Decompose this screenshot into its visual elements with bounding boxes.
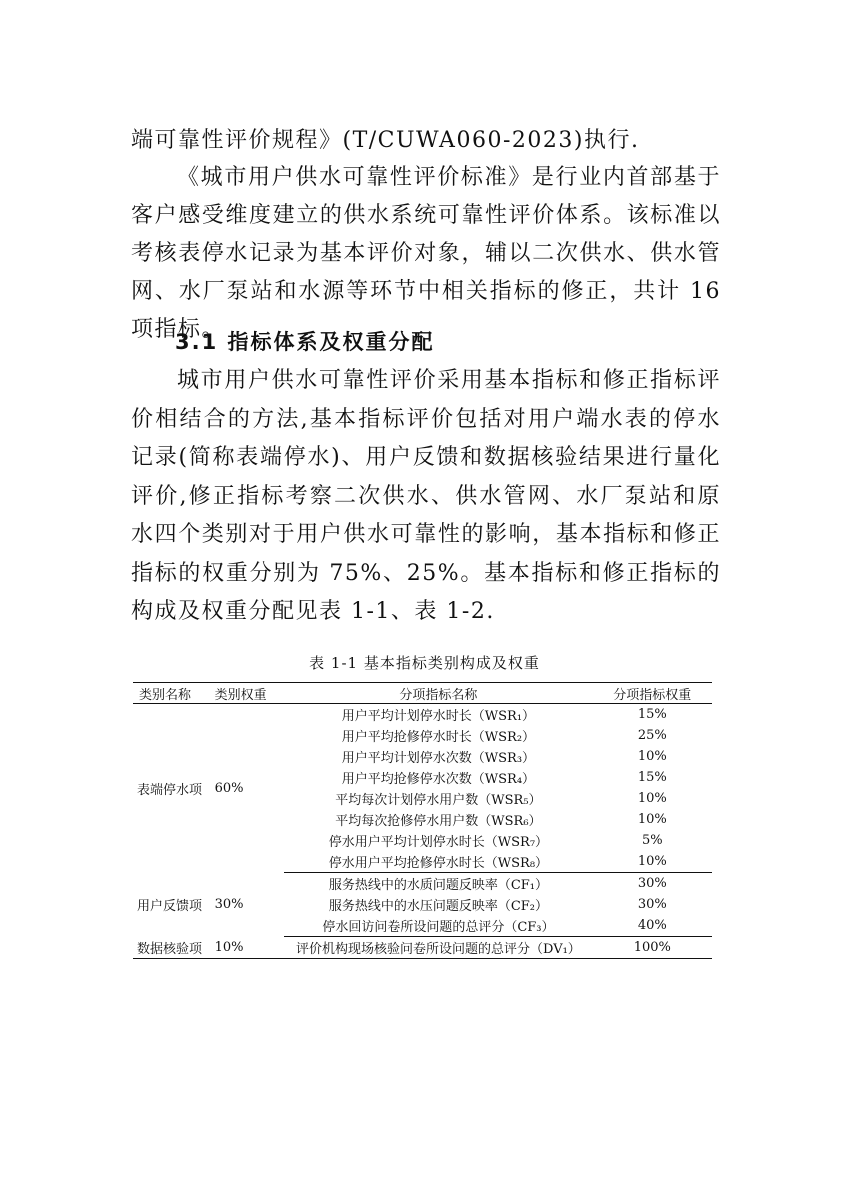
category-weight-cell: 10% — [213, 937, 285, 959]
header-category-name: 类别名称 — [133, 683, 213, 704]
indicator-weight-cell: 10% — [637, 812, 667, 827]
indicator-weight-cell: 5% — [641, 833, 663, 848]
paragraph-standard-intro: 《城市用户供水可靠性评价标准》是行业内首部基于客户感受维度建立的供水系统可靠性评价体系。该标准以考核表停水记录为基本评价对象，辅以二次供水、供水管网、水厂泵站和水源等环节中相关指标的修正，共计 16 项指标。 — [131, 165, 721, 342]
indicator-name-cell: 停水回访问卷所设问题的总评分（CF₃） — [284, 915, 592, 937]
table-header-row — [133, 683, 712, 704]
category-name-cell: 数据核验项 — [133, 937, 213, 959]
indicator-name-cell: 停水用户平均计划停水时长（WSR₇） — [328, 835, 549, 850]
indicator-weight-cell: 10% — [637, 791, 667, 806]
indicator-weight-cell: 30% — [637, 897, 667, 912]
table-body — [133, 704, 712, 959]
indicator-weight-cell: 10% — [637, 749, 667, 764]
indicator-weight-cell: 10% — [593, 851, 712, 873]
indicator-weight-cell: 100% — [593, 937, 712, 959]
indicator-weight-cell: 25% — [637, 728, 667, 743]
indicator-name-cell: 用户平均计划停水时长（WSR₁） — [341, 709, 536, 724]
indicator-weight-cell: 15% — [637, 707, 667, 722]
indicator-name-cell: 服务热线中的水质问题反映率（CF₁） — [328, 878, 548, 893]
indicator-name-cell: 平均每次计划停水用户数（WSR₅） — [335, 793, 542, 808]
indicator-name-cell: 用户平均计划停水次数（WSR₃） — [341, 751, 536, 766]
table-row — [133, 937, 712, 959]
indicator-name-cell: 评价机构现场核验问卷所设问题的总评分（DV₁） — [284, 937, 592, 959]
header-indicator-name: 分项指标名称 — [284, 683, 592, 704]
paragraph-continuation: 端可靠性评价规程》(T/CUWA060-2023)执行. — [131, 128, 640, 153]
header-indicator-weight: 分项指标权重 — [593, 683, 712, 704]
category-name-cell: 表端停水项 — [137, 782, 203, 798]
category-name-cell: 用户反馈项 — [137, 899, 203, 914]
table-row — [133, 704, 712, 726]
indicator-weight-cell: 15% — [637, 770, 667, 785]
table-row — [133, 873, 712, 895]
indicator-name-cell: 平均每次抢修停水用户数（WSR₆） — [335, 814, 542, 829]
indicator-name-cell: 用户平均抢修停水时长（WSR₂） — [341, 730, 536, 745]
category-weight-cell: 30% — [214, 897, 244, 912]
table-caption: 表 1-1 基本指标类别构成及权重 — [309, 654, 540, 672]
indicator-weight-table — [133, 682, 712, 959]
indicator-weight-cell: 30% — [637, 876, 667, 891]
indicator-name-cell: 用户平均抢修停水次数（WSR₄） — [341, 772, 536, 787]
indicator-name-cell: 停水用户平均抢修停水时长（WSR₈） — [284, 851, 592, 873]
indicator-name-cell: 服务热线中的水压问题反映率（CF₂） — [328, 899, 548, 914]
section-heading: 3.1 指标体系及权重分配 — [175, 330, 435, 354]
header-category-weight: 类别权重 — [213, 683, 285, 704]
indicator-weight-cell: 40% — [593, 915, 712, 937]
category-weight-cell: 60% — [214, 780, 244, 796]
paragraph-method: 城市用户供水可靠性评价采用基本指标和修正指标评价相结合的方法,基本指标评价包括对用户端水表的停水记录(简称表端停水)、用户反馈和数据核验结果进行量化评价,修正指标考察二次供水、供水管网、水厂泵站和原水四个类别对于用户供水可靠性的影响，基本指标和修正指标的权重分别为 75%、25%。基本指标和修正指标的构成及权重分配见表 1-1、表 1-2. — [131, 368, 721, 624]
